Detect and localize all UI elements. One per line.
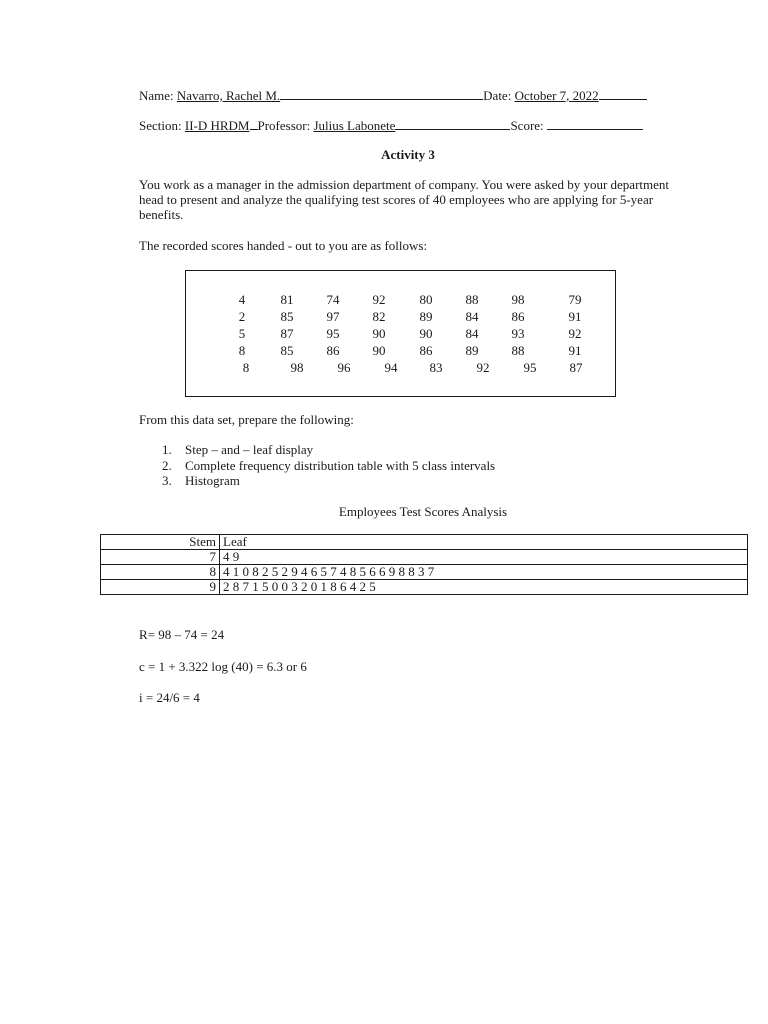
score-cell: 86: [326, 343, 340, 358]
score-cell: 95: [326, 326, 340, 341]
section-underline: [250, 118, 258, 130]
score-cell: 98: [511, 292, 525, 307]
score-cell: 92: [476, 360, 490, 375]
leaf-cell: 2 8 7 1 5 0 0 3 2 0 1 8 6 4 2 5: [220, 580, 748, 595]
score-cell: 92: [372, 292, 386, 307]
score-cell: 91: [568, 343, 582, 358]
score-cell: 93: [511, 326, 525, 341]
score-cell: 88: [511, 343, 525, 358]
score-cell: 8: [242, 360, 250, 375]
date-label: Date:: [483, 88, 512, 103]
scores-lead-text: The recorded scores handed - out to you are as follows:: [139, 238, 428, 253]
score-cell: 85: [280, 343, 294, 358]
range-formula: R= 98 – 74 = 24: [139, 627, 225, 642]
score-cell: 90: [419, 326, 433, 341]
professor-label: Professor:: [257, 118, 311, 133]
scores-box: [185, 270, 616, 397]
name-label: Name:: [139, 88, 174, 103]
stem-leaf-table: [100, 534, 748, 595]
score-cell: 8: [238, 343, 246, 358]
score-cell: 84: [465, 326, 479, 341]
task-item: [162, 442, 495, 458]
stem-cell: 7: [101, 550, 220, 565]
classes-formula: c = 1 + 3.322 log (40) = 6.3 or 6: [139, 659, 307, 674]
score-cell: 92: [568, 326, 582, 341]
score-cell: 90: [372, 326, 386, 341]
task-intro-text: From this data set, prepare the following:: [139, 412, 354, 427]
task-number: 1.: [162, 442, 172, 457]
professor-value: Julius Labonete: [313, 118, 396, 133]
score-cell: 79: [568, 292, 582, 307]
task-item: [162, 473, 495, 489]
score-cell: 96: [337, 360, 351, 375]
score-cell: 84: [465, 309, 479, 324]
stem-cell: 8: [101, 565, 220, 580]
score-cell: 91: [568, 309, 582, 324]
score-cell: 80: [419, 292, 433, 307]
score-cell: 97: [326, 309, 340, 324]
score-cell: 74: [326, 292, 340, 307]
task-text: Step – and – leaf display: [185, 442, 314, 457]
leaf-header: Leaf: [220, 535, 748, 550]
score-cell: 88: [465, 292, 479, 307]
leaf-cell: 4 9: [220, 550, 748, 565]
task-number: 2.: [162, 457, 172, 473]
score-cell: 83: [429, 360, 443, 375]
task-item: [162, 458, 495, 474]
table-row: [101, 580, 748, 595]
table-title: Employees Test Scores Analysis: [338, 504, 508, 519]
score-cell: 5: [238, 326, 246, 341]
task-list: [162, 442, 495, 489]
score-cell: 87: [569, 360, 583, 375]
table-header-row: [101, 535, 748, 550]
score-cell: 87: [280, 326, 294, 341]
professor-underline: [395, 118, 510, 130]
name-value: Navarro, Rachel M.: [176, 88, 281, 103]
activity-title: Activity 3: [381, 147, 435, 162]
score-blank: [547, 118, 643, 130]
score-cell: 86: [511, 309, 525, 324]
section-professor-line: [139, 118, 643, 134]
date-underline: [599, 88, 647, 100]
stem-header: Stem: [101, 535, 220, 550]
table-row: [101, 550, 748, 565]
date-value: October 7, 2022: [514, 88, 599, 103]
score-cell: 82: [372, 309, 386, 324]
score-cell: 4: [238, 292, 246, 307]
score-cell: 89: [465, 343, 479, 358]
section-label: Section:: [139, 118, 182, 133]
score-cell: 85: [280, 309, 294, 324]
score-cell: 2: [238, 309, 246, 324]
score-cell: 81: [280, 292, 294, 307]
score-cell: 94: [384, 360, 398, 375]
score-cell: 89: [419, 309, 433, 324]
task-number: 3.: [162, 473, 172, 488]
name-underline: [280, 88, 483, 100]
score-cell: 86: [419, 343, 433, 358]
stem-cell: 9: [101, 580, 220, 595]
interval-formula: i = 24/6 = 4: [139, 690, 200, 705]
task-text: Complete frequency distribution table with 5 class intervals: [185, 457, 496, 473]
score-cell: 98: [290, 360, 304, 375]
intro-paragraph: You work as a manager in the admission department of company. You were asked by your department head to present and analyze the qualifying test scores of 40 employees who are applying for 5-year benefits.: [139, 177, 669, 222]
score-cell: 95: [523, 360, 537, 375]
task-text: Histogram: [185, 473, 240, 488]
name-date-line: [139, 88, 647, 104]
section-value: II-D HRDM: [184, 118, 250, 133]
leaf-cell: 4 1 0 8 2 5 2 9 4 6 5 7 4 8 5 6 6 9 8 8 3 7: [220, 565, 748, 580]
score-label: Score:: [510, 118, 544, 133]
score-cell: 90: [372, 343, 386, 358]
table-row: [101, 565, 748, 580]
